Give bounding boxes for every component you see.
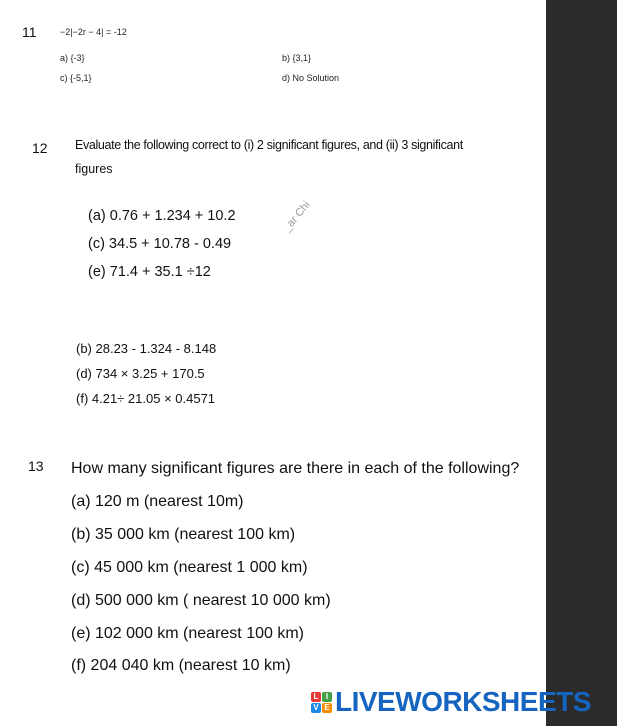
watermark-text: _ar Chi	[280, 199, 313, 234]
q13-item-c: (c) 45 000 km (nearest 1 000 km)	[71, 559, 308, 576]
q13-item-b: (b) 35 000 km (nearest 100 km)	[71, 526, 296, 543]
liveworksheets-logo	[311, 687, 591, 717]
q13-item-f: (f) 204 040 km (nearest 10 km)	[71, 657, 291, 674]
q12-prompt-line2: figures	[75, 162, 113, 176]
q11-option-a[interactable]: a) {-3}	[60, 53, 85, 63]
logo-letter-v: V	[311, 703, 321, 713]
logo-icon	[311, 692, 332, 713]
logo-letter-e: E	[322, 703, 332, 713]
q12-item-d: (d) 734 × 3.25 + 170.5	[76, 366, 205, 381]
q11-option-c[interactable]: c) {-5,1}	[60, 73, 92, 83]
q13-item-d: (d) 500 000 km ( nearest 10 000 km)	[71, 592, 331, 609]
q13-number: 13	[28, 458, 44, 474]
q12-item-b: (b) 28.23 - 1.324 - 8.148	[76, 341, 217, 356]
q12-item-e: (e) 71.4 + 35.1 ÷12	[88, 264, 211, 280]
logo-letter-l: L	[311, 692, 321, 702]
q12-item-c: (c) 34.5 + 10.78 - 0.49	[88, 236, 232, 252]
q11-option-d[interactable]: d) No Solution	[282, 73, 340, 83]
q12-number: 12	[32, 140, 48, 156]
logo-text: LIVEWORKSHEETS	[335, 686, 591, 717]
q11-option-b[interactable]: b) {3,1}	[282, 53, 312, 63]
q13-prompt: How many significant figures are there in each of the following?	[71, 460, 520, 477]
q11-number: 11	[22, 24, 37, 40]
logo-letter-i: I	[322, 692, 332, 702]
q12-item-a: (a) 0.76 + 1.234 + 10.2	[88, 208, 236, 224]
q12-prompt-line1: Evaluate the following correct to (i) 2 significant figures, and (ii) 3 significant	[75, 138, 463, 152]
q13-item-e: (e) 102 000 km (nearest 100 km)	[71, 625, 304, 642]
q13-item-a: (a) 120 m (nearest 10m)	[71, 493, 244, 510]
q12-item-f: (f) 4.21÷ 21.05 × 0.4571	[76, 391, 216, 406]
q11-equation: −2|−2r − 4| = -12	[60, 27, 127, 37]
